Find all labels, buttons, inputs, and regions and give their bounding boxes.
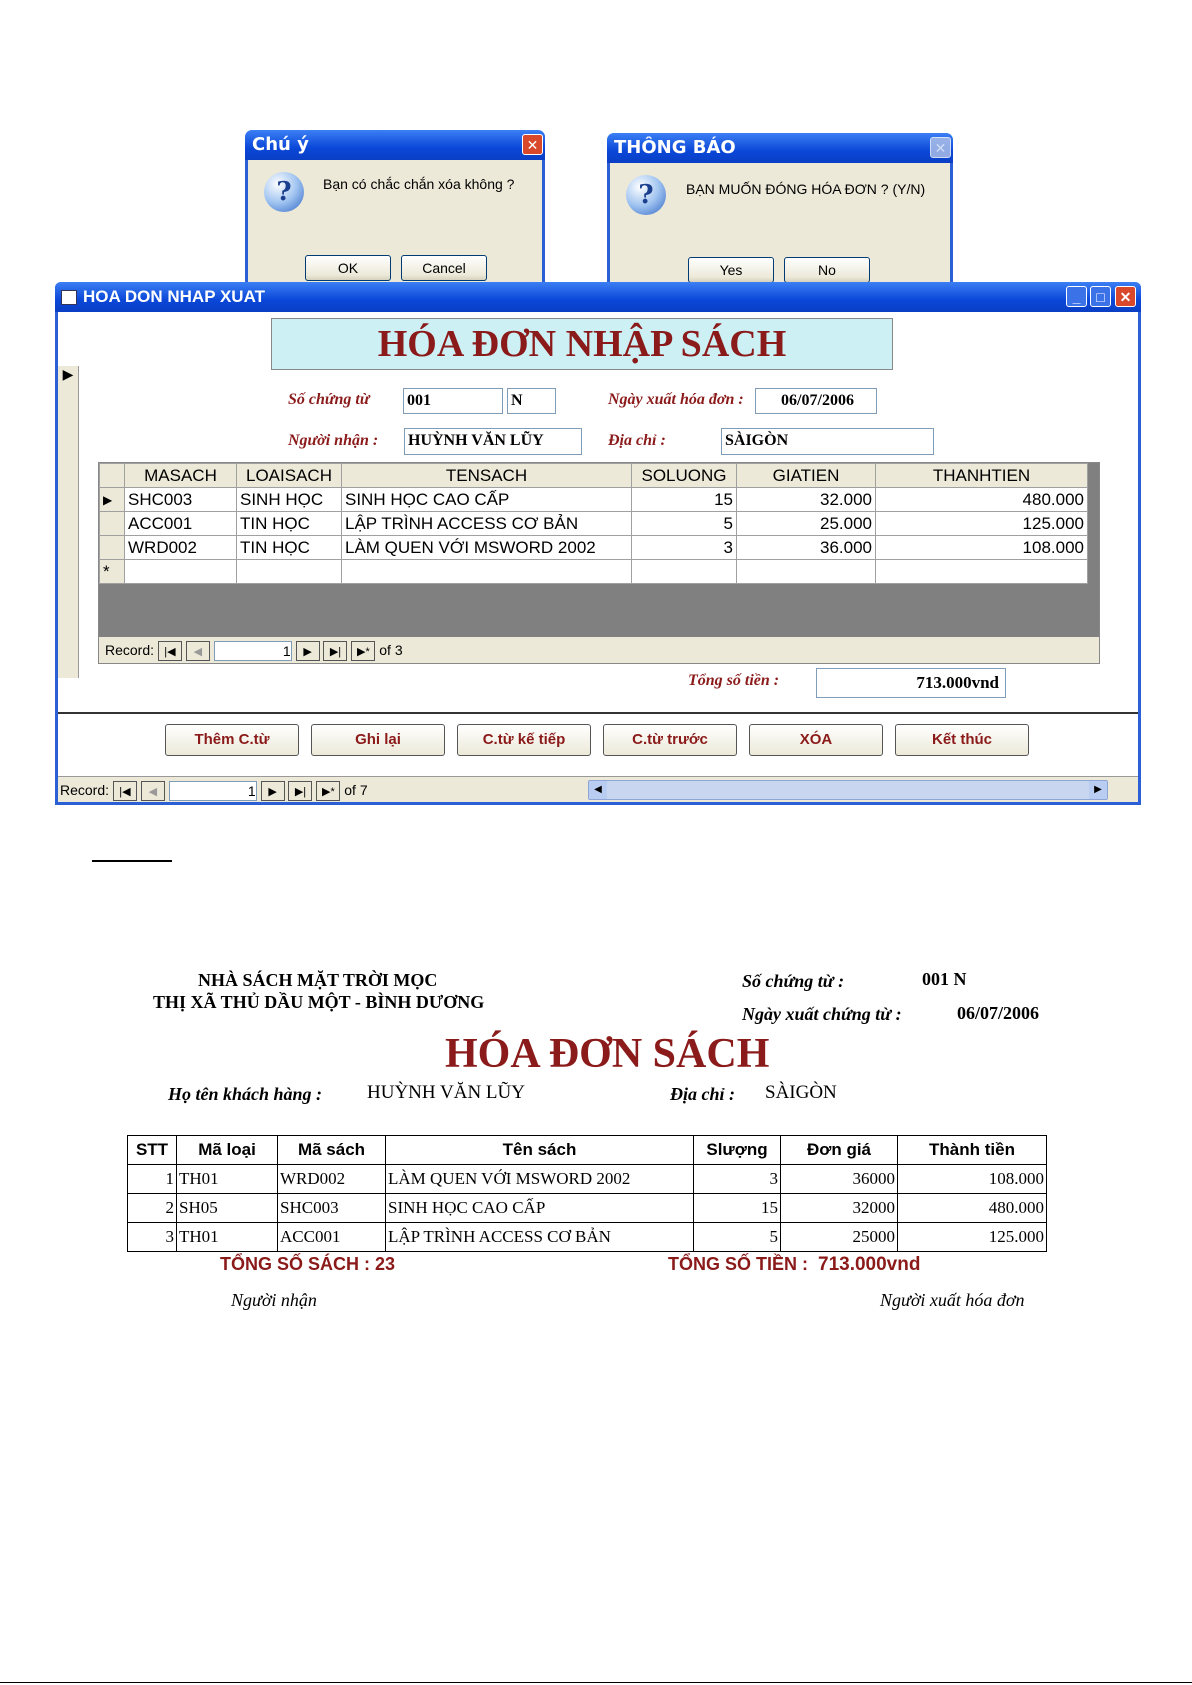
- maximize-icon[interactable]: □: [1090, 286, 1111, 307]
- ghi-lai-button[interactable]: Ghi lại: [311, 724, 445, 756]
- report-tong-sach: TỔNG SỐ SÁCH : 23: [220, 1254, 396, 1274]
- notice-dialog-body: [610, 163, 950, 297]
- col-thanh-tien: Thành tiền: [898, 1136, 1047, 1165]
- so-chung-tu-suffix-input[interactable]: N: [507, 388, 556, 414]
- cell[interactable]: 36.000: [737, 536, 876, 560]
- yes-button[interactable]: Yes: [688, 257, 774, 283]
- report-so-ct-value: 001 N: [922, 969, 967, 989]
- form-icon: [61, 290, 77, 305]
- record-label: Record:: [60, 782, 110, 798]
- xoa-button[interactable]: XÓA: [749, 724, 883, 756]
- table-row: [128, 1223, 1047, 1252]
- cell[interactable]: LẬP TRÌNH ACCESS CƠ BẢN: [342, 512, 632, 536]
- window-title-text: HOA DON NHAP XUAT: [83, 287, 265, 306]
- cell[interactable]: 480.000: [876, 488, 1088, 512]
- tong-label: Tổng số tiền :: [688, 672, 780, 689]
- report-title: HÓA ĐƠN SÁCH: [445, 1031, 770, 1077]
- next-record-icon[interactable]: ▶: [261, 781, 285, 801]
- report-nguoi-xuat: Người xuất hóa đơn: [880, 1290, 1025, 1310]
- report-nguoi-nhan: Người nhận: [231, 1290, 317, 1310]
- cell[interactable]: SINH HỌC CAO CẤP: [342, 488, 632, 512]
- of-label: of: [344, 782, 356, 798]
- report-table: [127, 1135, 1047, 1252]
- page-footer-line: [0, 1682, 1192, 1683]
- first-record-icon[interactable]: |◀: [158, 641, 182, 661]
- cell[interactable]: SHC003: [125, 488, 237, 512]
- report-khach-value: HUỲNH VĂN LŨY: [367, 1082, 525, 1103]
- ket-thuc-button[interactable]: Kết thúc: [895, 724, 1029, 756]
- confirm-dialog: [245, 130, 545, 300]
- col-soluong[interactable]: SOLUONG: [632, 464, 737, 488]
- main-nav: [58, 776, 1138, 802]
- cell[interactable]: 5: [632, 512, 737, 536]
- new-row-selector[interactable]: *: [100, 560, 125, 584]
- so-chung-tu-label: Số chứng từ: [288, 391, 370, 408]
- cell[interactable]: TIN HỌC: [237, 536, 342, 560]
- new-record-icon[interactable]: ▶*: [316, 781, 340, 801]
- last-record-icon[interactable]: ▶|: [288, 781, 312, 801]
- cell[interactable]: 32.000: [737, 488, 876, 512]
- new-record-icon[interactable]: ▶*: [351, 641, 375, 661]
- divider: [58, 712, 1138, 714]
- nguoi-nhan-input[interactable]: HUỲNH VĂN LŨY: [404, 428, 582, 455]
- prev-record-icon[interactable]: ◀: [141, 781, 165, 801]
- close-icon[interactable]: ✕: [1115, 286, 1136, 307]
- close-icon[interactable]: ✕: [522, 134, 543, 155]
- confirm-dialog-title: Chú ý: [245, 130, 545, 160]
- col-ten-sach: Tên sách: [386, 1136, 694, 1165]
- next-record-icon[interactable]: ▶: [296, 641, 320, 661]
- form-body: [58, 312, 1138, 802]
- report-ngay-value: 06/07/2006: [957, 1003, 1040, 1023]
- record-label: Record:: [105, 642, 155, 658]
- truoc-button[interactable]: C.từ trước: [603, 724, 737, 756]
- col-thanhtien[interactable]: THANHTIEN: [876, 464, 1088, 488]
- ngay-xuat-label: Ngày xuất hóa đơn :: [608, 391, 744, 408]
- report-ngay-label: Ngày xuất chứng từ :: [742, 1004, 902, 1024]
- cell: 5: [694, 1223, 781, 1252]
- col-giatien[interactable]: GIATIEN: [737, 464, 876, 488]
- of-label: of: [379, 642, 391, 658]
- col-masach[interactable]: MASACH: [125, 464, 237, 488]
- tong-value: 713.000vnd: [816, 668, 1006, 698]
- cell[interactable]: 125.000: [876, 512, 1088, 536]
- table-row[interactable]: [100, 512, 1088, 536]
- report-address: THỊ XÃ THỦ DẦU MỘT - BÌNH DƯƠNG: [153, 992, 485, 1012]
- first-record-icon[interactable]: |◀: [113, 781, 137, 801]
- record-total: 7: [359, 782, 368, 798]
- selector-header: [100, 464, 125, 488]
- row-selector[interactable]: [100, 512, 125, 536]
- ok-button[interactable]: OK: [305, 255, 391, 281]
- cell: 1: [128, 1165, 177, 1194]
- cell[interactable]: LÀM QUEN VỚI MSWORD 2002: [342, 536, 632, 560]
- col-tensach[interactable]: TENSACH: [342, 464, 632, 488]
- close-icon[interactable]: ✕: [930, 137, 951, 158]
- cell: SINH HỌC CAO CẤP: [386, 1194, 694, 1223]
- cell: 125.000: [898, 1223, 1047, 1252]
- table-row[interactable]: [100, 488, 1088, 512]
- report-tong-tien-value: 713.000vnd: [818, 1254, 921, 1275]
- cell[interactable]: 25.000: [737, 512, 876, 536]
- record-selector[interactable]: ▶: [58, 366, 79, 678]
- table-row[interactable]: [100, 536, 1088, 560]
- cell: TH01: [177, 1223, 278, 1252]
- cell[interactable]: SINH HỌC: [237, 488, 342, 512]
- col-sluong: Slượng: [694, 1136, 781, 1165]
- record-total: 3: [394, 642, 403, 658]
- cell[interactable]: 108.000: [876, 536, 1088, 560]
- cell: TH01: [177, 1165, 278, 1194]
- scroll-left-icon[interactable]: ◀: [589, 781, 607, 799]
- cell[interactable]: [737, 560, 876, 584]
- cell: 2: [128, 1194, 177, 1223]
- new-row[interactable]: [100, 560, 1088, 584]
- report-dia-chi-value: SÀIGÒN: [765, 1082, 837, 1103]
- so-chung-tu-input[interactable]: 001: [403, 388, 503, 414]
- col-loaisach[interactable]: LOAISACH: [237, 464, 342, 488]
- table-row: [128, 1194, 1047, 1223]
- record-number-input[interactable]: 1: [214, 641, 292, 661]
- separator-line: [92, 860, 172, 862]
- cell[interactable]: [342, 560, 632, 584]
- record-number-input[interactable]: 1: [169, 781, 257, 801]
- nguoi-nhan-label: Người nhận :: [288, 432, 379, 449]
- no-button[interactable]: No: [784, 257, 870, 283]
- confirm-message: Bạn có chắc chắn xóa không ?: [323, 176, 515, 192]
- cell: 25000: [781, 1223, 898, 1252]
- them-button[interactable]: Thêm C.từ: [165, 724, 299, 756]
- question-icon: ?: [264, 172, 304, 212]
- cell[interactable]: [237, 560, 342, 584]
- question-icon: ?: [626, 175, 666, 215]
- cell: 3: [694, 1165, 781, 1194]
- cell[interactable]: [632, 560, 737, 584]
- ke-tiep-button[interactable]: C.từ kế tiếp: [457, 724, 591, 756]
- col-don-gia: Đơn giá: [781, 1136, 898, 1165]
- cell[interactable]: 15: [632, 488, 737, 512]
- cell[interactable]: 3: [632, 536, 737, 560]
- subform-nav: [99, 637, 1099, 663]
- notice-dialog-title: THÔNG BÁO: [607, 133, 953, 163]
- dia-chi-input[interactable]: SÀIGÒN: [721, 428, 934, 455]
- access-form-window: [55, 282, 1141, 805]
- cell: SHC003: [278, 1194, 386, 1223]
- dia-chi-label: Địa chỉ :: [608, 432, 666, 449]
- col-stt: STT: [128, 1136, 177, 1165]
- cell: LẬP TRÌNH ACCESS CƠ BẢN: [386, 1223, 694, 1252]
- cell[interactable]: [876, 560, 1088, 584]
- form-heading: HÓA ĐƠN NHẬP SÁCH: [271, 318, 893, 370]
- cell: 108.000: [898, 1165, 1047, 1194]
- report-company: NHÀ SÁCH MẶT TRỜI MỌC: [198, 970, 438, 990]
- row-selector[interactable]: [100, 536, 125, 560]
- confirm-dialog-body: [248, 160, 542, 297]
- window-title: [55, 282, 1141, 312]
- col-ma-loai: Mã loại: [177, 1136, 278, 1165]
- cell: LÀM QUEN VỚI MSWORD 2002: [386, 1165, 694, 1194]
- last-record-icon[interactable]: ▶|: [323, 641, 347, 661]
- report-tong-tien-label: TỔNG SỐ TIỀN :: [668, 1254, 809, 1274]
- cell: 32000: [781, 1194, 898, 1223]
- cell: WRD002: [278, 1165, 386, 1194]
- cell[interactable]: WRD002: [125, 536, 237, 560]
- scroll-right-icon[interactable]: ▶: [1089, 781, 1107, 799]
- cell: 15: [694, 1194, 781, 1223]
- cell[interactable]: ACC001: [125, 512, 237, 536]
- minimize-icon[interactable]: _: [1066, 286, 1087, 307]
- subform: [98, 462, 1100, 664]
- cell: ACC001: [278, 1223, 386, 1252]
- table-row: [128, 1165, 1047, 1194]
- cell[interactable]: TIN HỌC: [237, 512, 342, 536]
- horizontal-scrollbar[interactable]: [588, 780, 1108, 800]
- report-dia-chi-label: Địa chỉ :: [670, 1084, 735, 1104]
- notice-message: BẠN MUỐN ĐÓNG HÓA ĐƠN ? (Y/N): [686, 181, 926, 197]
- cell: SH05: [177, 1194, 278, 1223]
- cell: 480.000: [898, 1194, 1047, 1223]
- col-ma-sach: Mã sách: [278, 1136, 386, 1165]
- report-khach-label: Họ tên khách hàng :: [168, 1084, 323, 1104]
- cancel-button[interactable]: Cancel: [401, 255, 487, 281]
- cell: 3: [128, 1223, 177, 1252]
- row-selector[interactable]: ▶: [100, 488, 125, 512]
- notice-dialog: [607, 133, 953, 300]
- ngay-xuat-input[interactable]: 06/07/2006: [755, 388, 877, 414]
- cell: 36000: [781, 1165, 898, 1194]
- report-so-ct-label: Số chứng từ :: [742, 971, 845, 991]
- cell[interactable]: [125, 560, 237, 584]
- prev-record-icon[interactable]: ◀: [186, 641, 210, 661]
- order-details-grid: [99, 463, 1088, 584]
